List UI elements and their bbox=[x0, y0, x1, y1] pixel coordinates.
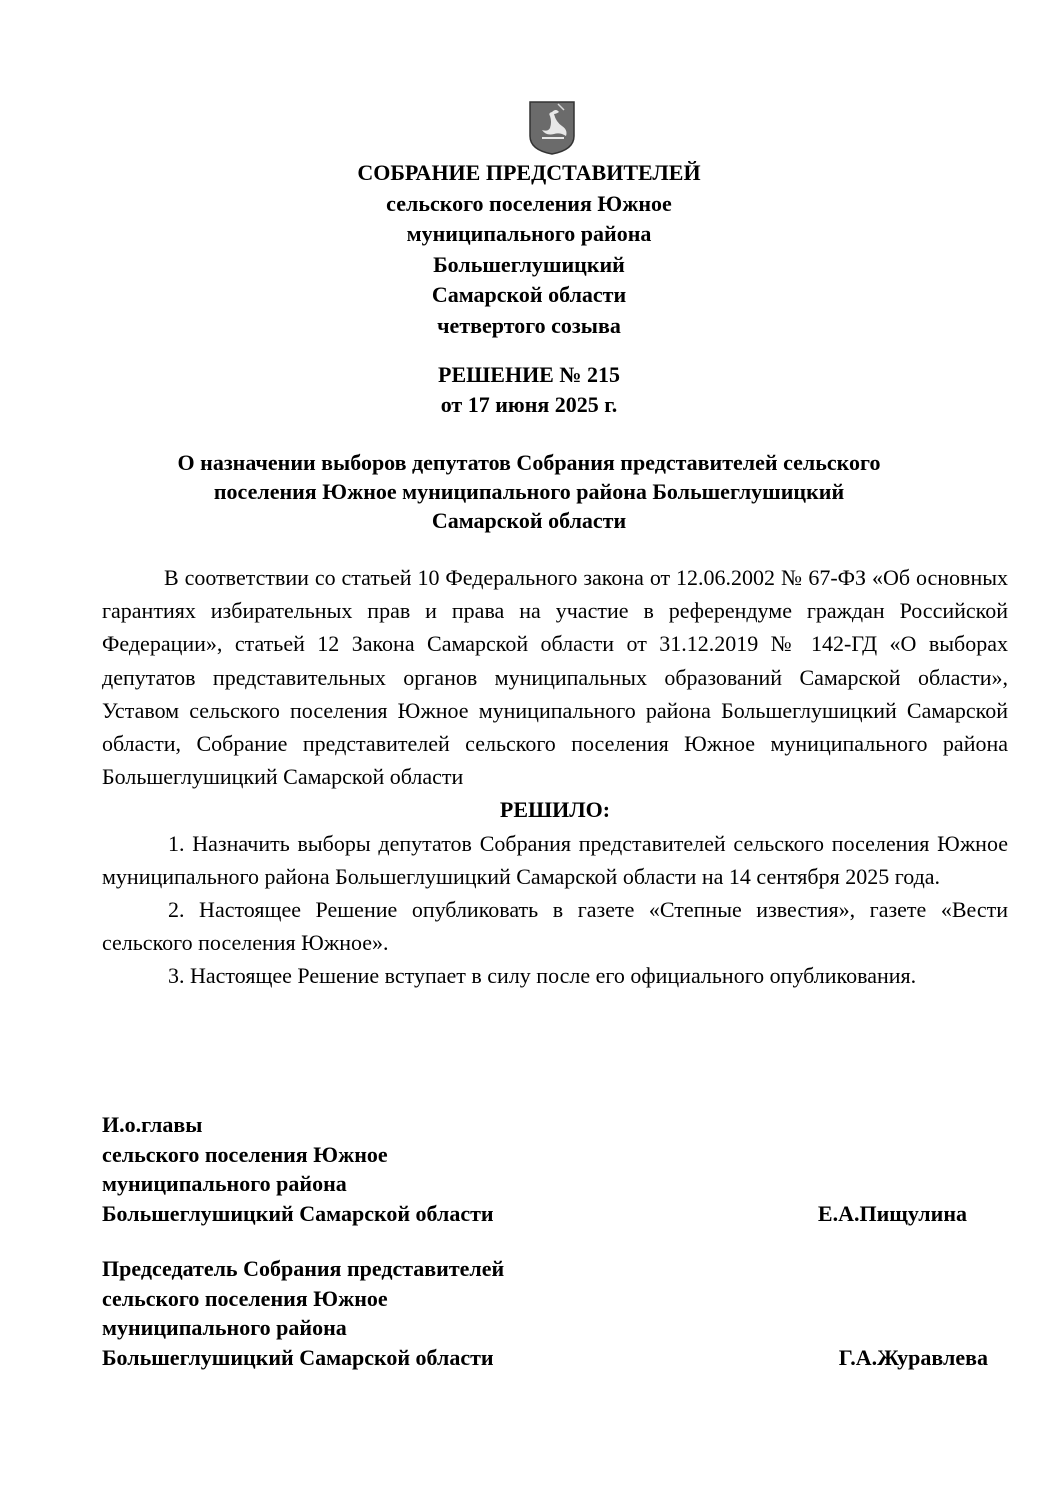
header-line: Большеглушицкий bbox=[433, 251, 625, 277]
signature-block-head bbox=[102, 1110, 992, 1228]
decision-date: от 17 июня 2025 г. bbox=[440, 392, 618, 417]
signer-position-line: Председатель Собрания представителей bbox=[102, 1256, 505, 1281]
title-line: О назначении выборов депутатов Собрания представителей сельского bbox=[177, 450, 881, 475]
preamble-paragraph: В соответствии со статьей 10 Федерального закона от 12.06.2002 № 67-ФЗ «Об основных гарантиях избирательных прав и права на участие в референдуме граждан Российской Федерации», статьей 12 Закона Самарской области от 31.12.2019 № 142-ГД «О выборах депутатов представительных органов муниципальных образований Самарской области», Уставом сельского поселения Южное муниципального района Большеглушицкий Самарской области, Собрание представителей сельского поселения Южное муниципального района Большеглушицкий Самарской области bbox=[102, 565, 1008, 790]
signer-position-line: муниципального района bbox=[102, 1315, 347, 1340]
signer-position-line: муниципального района bbox=[102, 1171, 347, 1196]
title-line: поселения Южное муниципального района Большеглушицкий bbox=[213, 479, 845, 504]
resolved-heading: РЕШИЛО: bbox=[499, 797, 611, 823]
signature-block-chair bbox=[102, 1254, 992, 1372]
decision-block bbox=[0, 360, 1058, 420]
title-line: Самарской области bbox=[431, 508, 627, 533]
header-line: четвертого созыва bbox=[437, 312, 621, 338]
header-line: сельского поселения Южное bbox=[386, 190, 672, 216]
signer-position-line: Большеглушицкий Самарской области bbox=[102, 1200, 494, 1226]
header-line: Самарской области bbox=[431, 282, 627, 307]
signer-position-line: сельского поселения Южное bbox=[102, 1285, 388, 1311]
signer-position-line: сельского поселения Южное bbox=[102, 1141, 388, 1167]
signer-position-line: И.о.главы bbox=[102, 1112, 203, 1137]
list-item: 3. Настоящее Решение вступает в силу после его официального опубликования. bbox=[168, 963, 917, 989]
signer-name: Г.А.Журавлева bbox=[838, 1344, 988, 1370]
coat-of-arms-icon bbox=[528, 100, 576, 156]
issuer-header bbox=[0, 158, 1058, 341]
list-item: 1. Назначить выборы депутатов Собрания представителей сельского поселения Южное муниципального района Большеглушицкий Самарской области на 14 сентября 2025 года. bbox=[102, 830, 1008, 889]
signer-name: Е.А.Пищулина bbox=[817, 1200, 967, 1226]
header-line: муниципального района bbox=[406, 221, 652, 246]
header-line: СОБРАНИЕ ПРЕДСТАВИТЕЛЕЙ bbox=[357, 160, 701, 185]
decision-number: РЕШЕНИЕ № 215 bbox=[438, 362, 620, 387]
document-body bbox=[102, 561, 1008, 993]
signer-position-line: Большеглушицкий Самарской области bbox=[102, 1344, 494, 1370]
document-title bbox=[0, 448, 1058, 535]
list-item: 2. Настоящее Решение опубликовать в газете «Степные известия», газете «Вести сельского поселения Южное». bbox=[102, 897, 1008, 956]
